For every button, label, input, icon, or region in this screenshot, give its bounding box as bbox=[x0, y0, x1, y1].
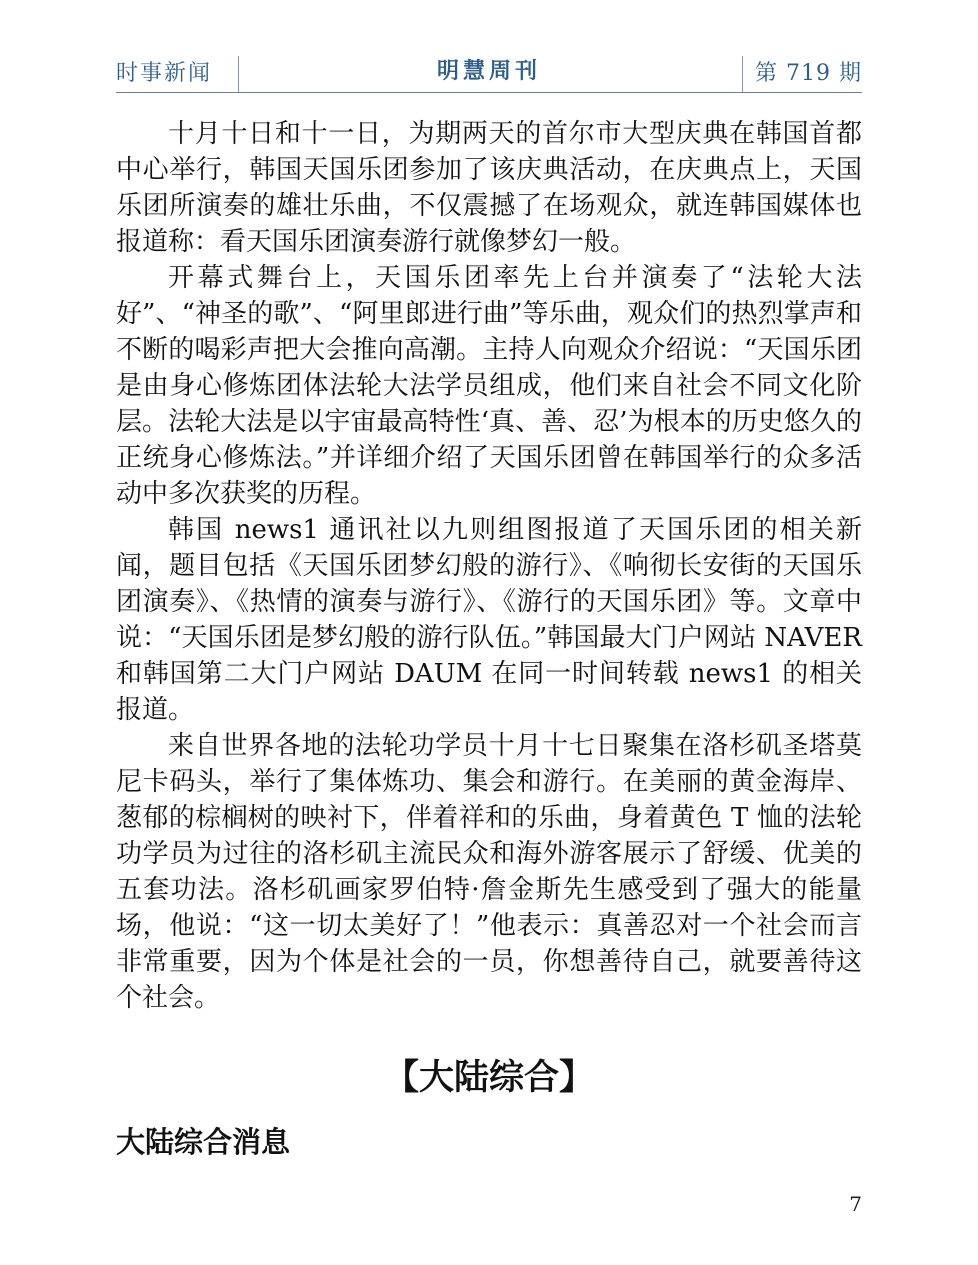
article-paragraph: 韩国 news1 通讯社以九则组图报道了天国乐团的相关新闻，题目包括《天国乐团梦幻般的游行》、《响彻长安街的天国乐团演奏》、《热情的演奏与游行》、《游行的天国乐团》等。文章中说：“天国乐团是梦幻般的游行队伍。”韩国最大门户网站 NAVER 和韩国第二大门户网站 DAUM 在同一时间转载 news1 的相关报道。 bbox=[116, 515, 862, 725]
article-paragraph: 十月十日和十一日，为期两天的首尔市大型庆典在韩国首都中心举行，韩国天国乐团参加了该庆典活动，在庆典点上，天国乐团所演奏的雄壮乐曲，不仅震撼了在场观众，就连韩国媒体也报道称：看天国乐团演奏游行就像梦幻一般。 bbox=[116, 119, 862, 257]
article-paragraph: 开幕式舞台上，天国乐团率先上台并演奏了“法轮大法好”、“神圣的歌”、“阿里郎进行曲”等乐曲，观众们的热烈掌声和不断的喝彩声把大会推向高潮。主持人向观众介绍说：“天国乐团是由身心修炼团体法轮大法学员组成，他们来自社会不同文化阶层。法轮大法是以宇宙最高特性‘真、善、忍’为根本的历史悠久的正统身心修炼法。”并详细介绍了天国乐团曾在韩国举行的众多活动中多次获奖的历程。 bbox=[116, 263, 862, 509]
page-header bbox=[116, 52, 862, 93]
article-body bbox=[116, 116, 862, 1016]
header-issue-number: 第 719 期 bbox=[755, 61, 862, 86]
section-heading: 【大陆综合】 bbox=[383, 1058, 594, 1098]
subsection-heading: 大陆综合消息 bbox=[116, 1125, 291, 1159]
header-section-label: 时事新闻 bbox=[116, 61, 213, 86]
page-number: 7 bbox=[849, 1192, 862, 1216]
article-paragraph: 来自世界各地的法轮功学员十月十七日聚集在洛杉矶圣塔莫尼卡码头，举行了集体炼功、集会和游行。在美丽的黄金海岸、葱郁的棕榈树的映衬下，伴着祥和的乐曲，身着黄色 T 恤的法轮功学员为过往的洛杉矶主流民众和海外游客展示了舒缓、优美的五套功法。洛杉矶画家罗伯特·詹金斯先生感受到了强大的能量场，他说：“这一切太美好了！”他表示：真善忍对一个社会而言非常重要，因为个体是社会的一员，你想善待自己，就要善待这个社会。 bbox=[116, 731, 862, 1013]
header-publication-title: 明慧周刊 bbox=[436, 59, 541, 84]
header-divider-right bbox=[742, 56, 743, 92]
